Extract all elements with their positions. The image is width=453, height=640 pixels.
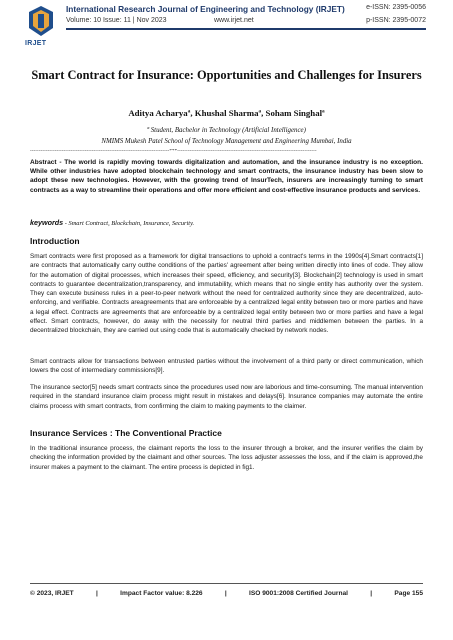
volume-issue: Volume: 10 Issue: 11 | Nov 2023 xyxy=(66,17,167,24)
p-issn: p-ISSN: 2395-0072 xyxy=(366,17,426,24)
footer-separator: | xyxy=(96,590,98,597)
journal-website[interactable]: www.irjet.net xyxy=(214,17,254,24)
logo-text: IRJET xyxy=(25,40,47,47)
footer-separator: | xyxy=(224,590,227,597)
intro-paragraph-3: The insurance sector[5] needs smart contracts since the procedures used now are laborious and time-consuming. The manual intervention required in the standard insurance claim process might result in mistakes and delays[6]. Insurance companies may automate the entire claims process with smart contracts, from confirming the claim to making payments to the claimer. xyxy=(30,384,423,410)
journal-name: International Research Journal of Engineering and Technology (IRJET) xyxy=(66,4,345,14)
services-paragraph-1: In the traditional insurance process, the claimant reports the loss to the insurer through a broker, and the insurer verifies the claim by checking the information provided by the claimant and other sources. The loss adjuster assesses the loss, and if the claim is approved,the insurer makes a payment to the claimant. The entire process is depicted in fig1. xyxy=(30,445,423,471)
section-heading-introduction: Introduction xyxy=(30,236,80,246)
section-heading-insurance-services: Insurance Services : The Conventional Practice xyxy=(30,428,222,438)
abstract: Abstract - The world is rapidly moving towards digitalization and automation, and the insurance industry is no exception. While other industries have adopted blockchain technology and smart contracts, the insurance industry has been slow to adopt these new technologies. However, with the growing trend of InsurTech, insurers are increasingly turning to smart contracts as a way to streamline their operations and offer more efficient and cost-effective insurance products and services. xyxy=(30,159,423,194)
keywords-text: - Smart Contract, Blockchain, Insurance, Security. xyxy=(63,220,195,227)
irjet-logo xyxy=(27,4,55,38)
keywords xyxy=(30,218,423,227)
journal-header xyxy=(0,0,453,60)
intro-paragraph-1: Smart contracts were first proposed as a framework for digital transactions to uphold a contract's terms in the 1990s[4].Smart contracts[1] are contracts that automatically carry outthe conditions of the parties' agreement after being written directly into lines of code. They allow for the automation of digital processes, which increases their speed, efficiency, and security[3]. Blockchain[2] technology is used in smart contracts to guarantee decentralization,transparency, and immutability, which means that no single entity has authority over the system. They can execute business rules in a peer-to-peer network without the need for centralized authority since they are decentralized, auto-enforcing, and verifiable. Contracts areagreements that are enforceable by a centralized legal entity between two or more parties and have a legal effect. Contracts are agreements that are enforceable by a centralized legal entity between two or more parties and have a legal effect. Smart contracts, however, do away with the necessity for neutral third parties and middlemen between the parties. In a decentralized blockchain, they are carried out using code that is automatically checked by network nodes. xyxy=(30,253,423,334)
footer-impact-factor: Impact Factor value: 8.226 xyxy=(120,590,203,597)
footer-iso: ISO 9001:2008 Certified Journal xyxy=(249,590,348,597)
e-issn: e-ISSN: 2395-0056 xyxy=(366,4,426,11)
paper-authors: Aditya Acharyaª, Khushal Sharmaª, Soham Singhalª xyxy=(128,108,325,118)
intro-paragraph-2: Smart contracts allow for transactions between entrusted parties without the involvement of a third party or direct communication, which lowers the cost of intermediary commissions[9]. xyxy=(30,358,423,375)
affiliation-line-2: NMIMS Mukesh Patel School of Technology Management and Engineering Mumbai, India xyxy=(101,138,352,145)
separator-line: -------------------------------------------------------------------------------***------------------------------------------------------------------------------- xyxy=(30,149,317,154)
header-divider xyxy=(66,28,426,30)
footer-separator: | xyxy=(370,590,373,597)
page-footer xyxy=(30,590,423,597)
footer-copyright: © 2023, IRJET xyxy=(30,590,74,597)
footer-page-number: Page 155 xyxy=(394,590,423,597)
affiliation-line-1: ª Student, Bachelor in Technology (Artificial Intelligence) xyxy=(147,127,306,134)
keywords-label: keywords xyxy=(30,218,64,227)
footer-divider xyxy=(30,583,423,584)
paper-title: Smart Contract for Insurance: Opportunities and Challenges for Insurers xyxy=(31,68,422,82)
